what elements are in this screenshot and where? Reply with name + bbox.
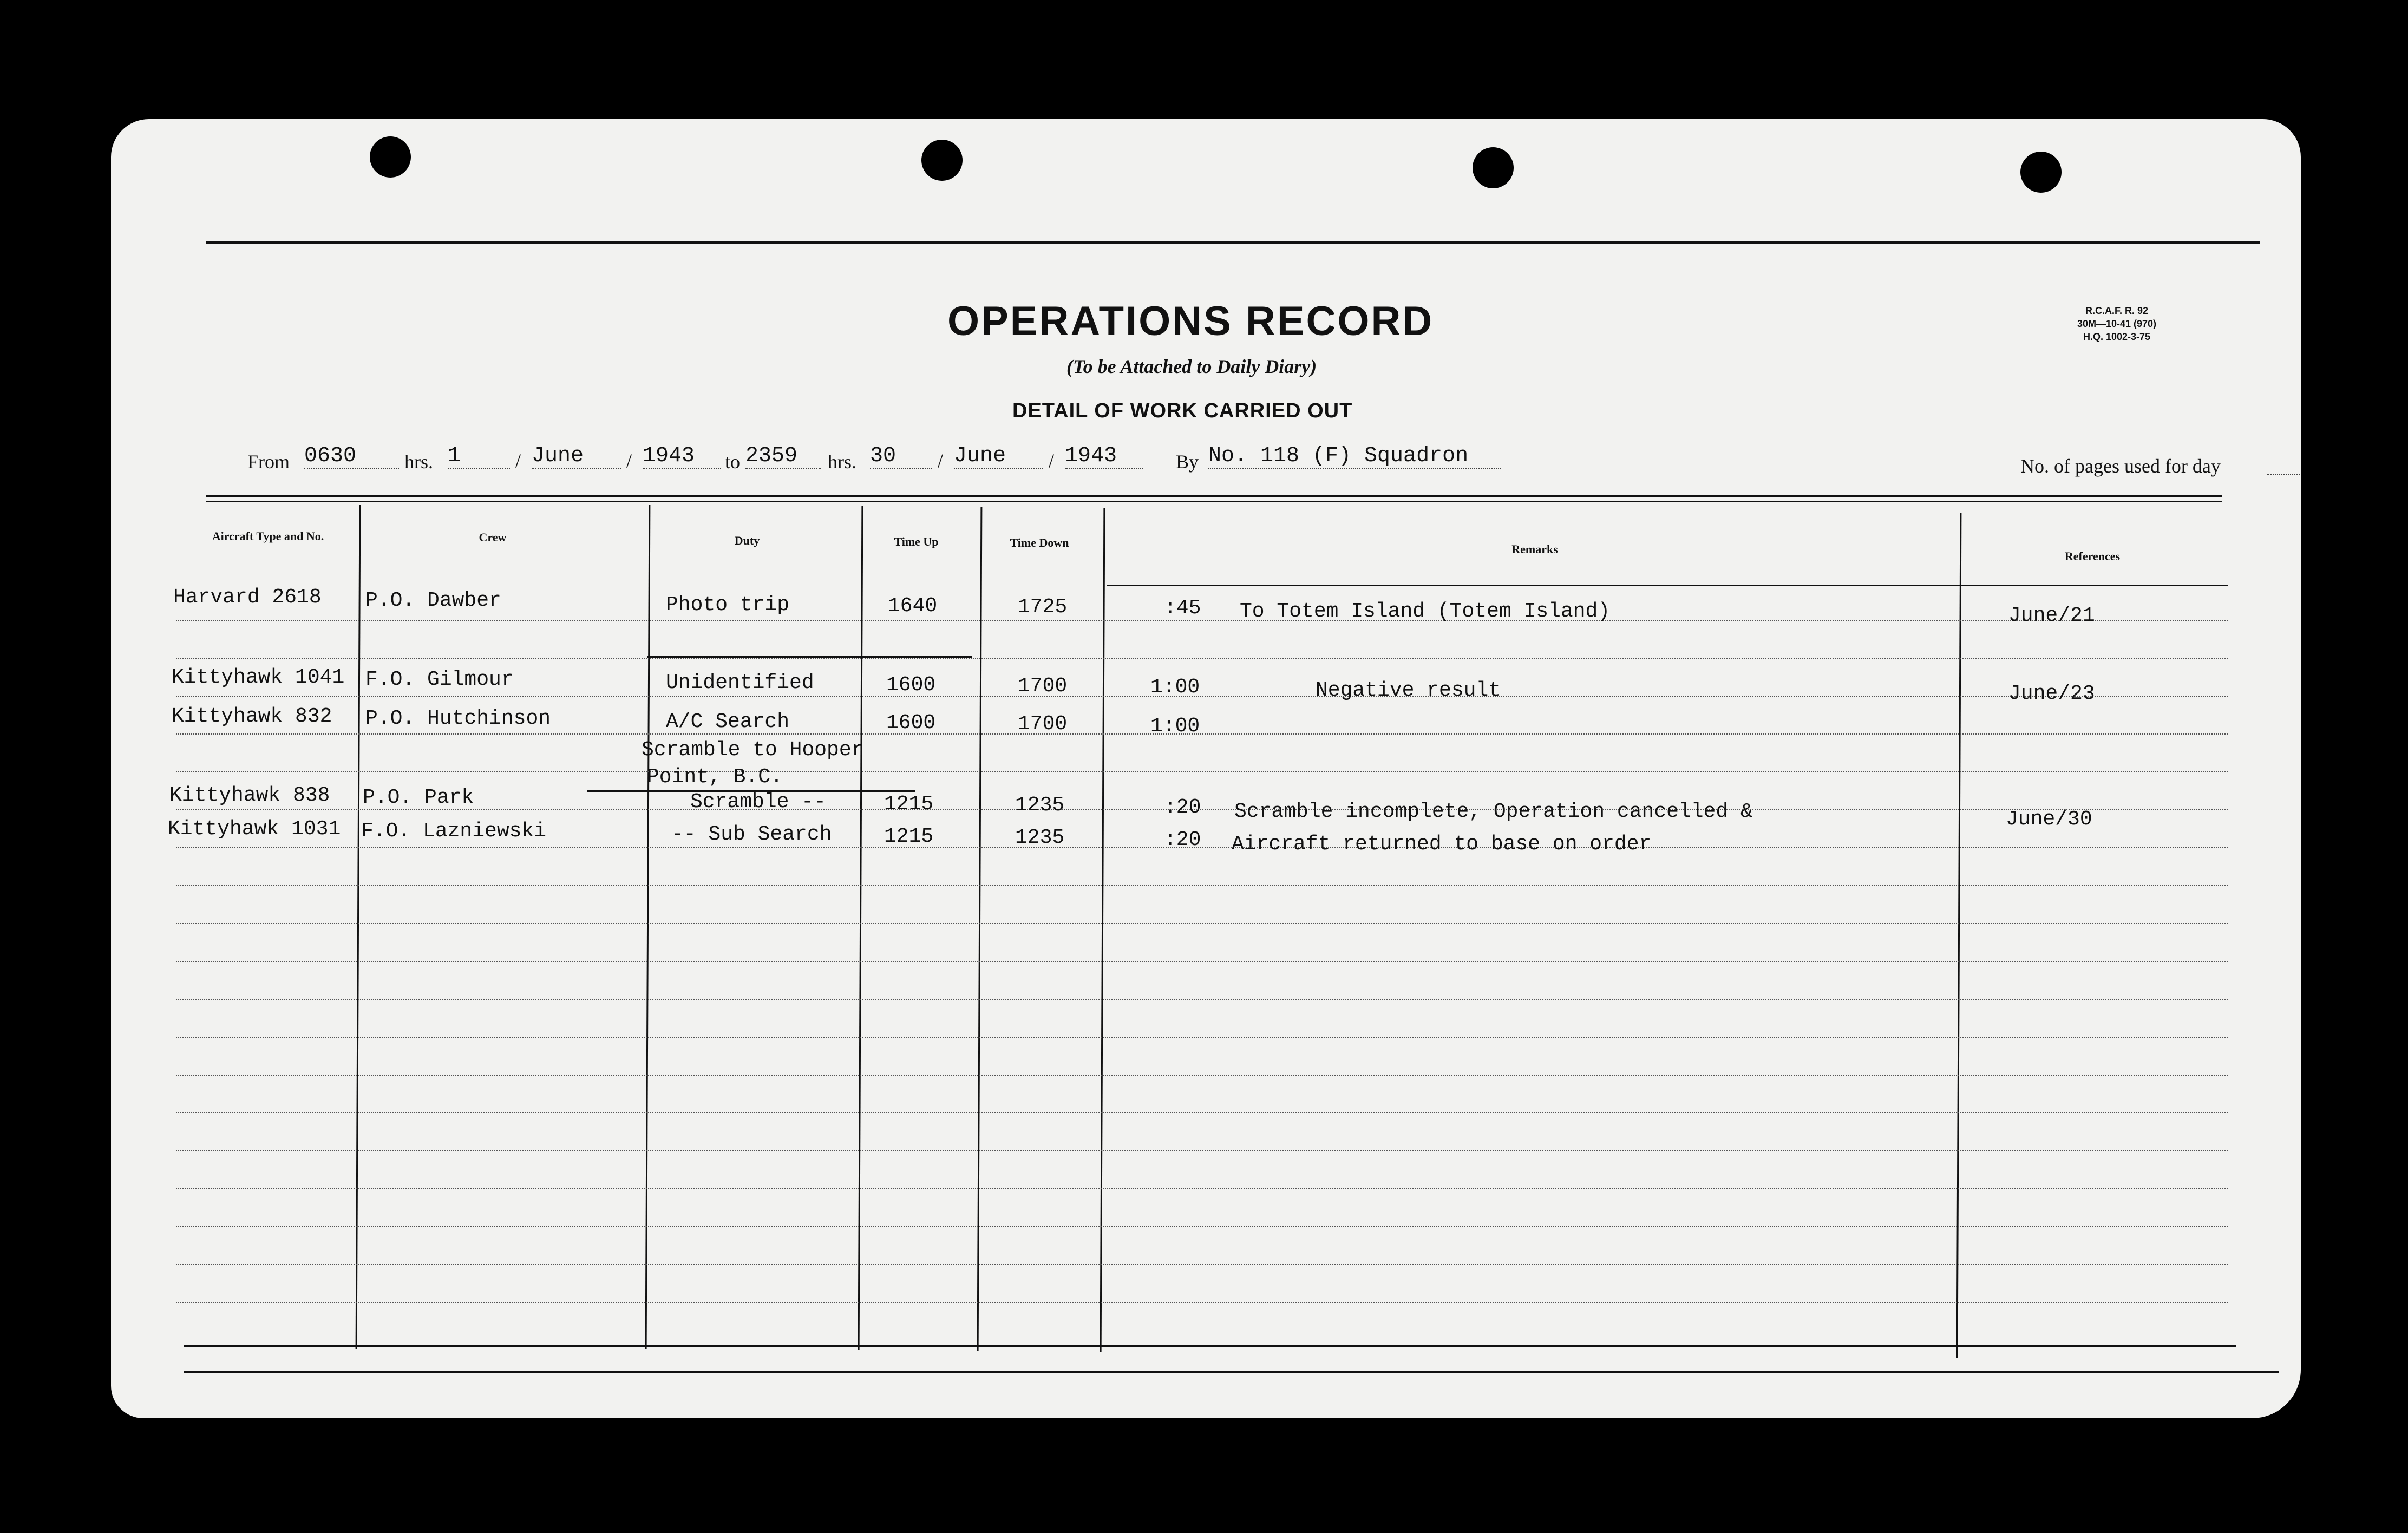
row1-duration: :45 [1164, 597, 1201, 620]
col-header-remarks: Remarks [1511, 542, 1558, 556]
row3-time-down: 1700 [1018, 712, 1068, 736]
row6-duration: :20 [1164, 796, 1201, 819]
table-top-rule [206, 495, 2222, 497]
row7-duty: -- Sub Search [671, 823, 832, 846]
ruled-line [176, 771, 2228, 772]
row6-reference: June/30 [2006, 808, 2092, 831]
row4-duty: Scramble to Hooper [642, 738, 864, 762]
col-divider [356, 505, 361, 1349]
ruled-line [176, 923, 2228, 924]
col-header-references: References [2064, 549, 2121, 563]
ruled-line [176, 999, 2228, 1000]
punch-hole [1473, 147, 1514, 188]
from-day: 1 [448, 444, 510, 469]
ruled-line [176, 1264, 2228, 1265]
row2-time-up: 1600 [886, 673, 936, 697]
col-header-duty: Duty [734, 534, 760, 547]
to-day: 30 [870, 444, 932, 469]
row7-remarks: Aircraft returned to base on order [1232, 833, 1652, 856]
row3-aircraft: Kittyhawk 832 [172, 705, 332, 728]
row6-aircraft: Kittyhawk 838 [169, 784, 330, 807]
row6-crew: P.O. Park [363, 786, 474, 809]
col-divider [858, 506, 863, 1350]
col-header-aircraft: Aircraft Type and No. [212, 529, 324, 543]
row2-duration: 1:00 [1150, 676, 1200, 699]
row3-duration: 1:00 [1150, 715, 1200, 738]
form-detail-heading: DETAIL OF WORK CARRIED OUT [1012, 399, 1353, 422]
punch-hole [370, 136, 411, 178]
row6-time-up: 1215 [884, 792, 934, 816]
row7-time-up: 1215 [884, 825, 934, 848]
row3-duty: A/C Search [666, 710, 790, 733]
top-rule [206, 241, 2260, 244]
ruled-line [176, 1302, 2228, 1303]
col-divider [977, 507, 983, 1351]
from-time: 0630 [304, 444, 399, 469]
squadron: No. 118 (F) Squadron [1208, 444, 1501, 469]
form-bottom-rule [184, 1371, 2279, 1373]
table-header-rule [1107, 585, 2228, 586]
col-header-crew: Crew [479, 530, 507, 544]
ruled-line [176, 696, 2228, 697]
row7-duration: :20 [1164, 828, 1201, 851]
row7-time-down: 1235 [1015, 826, 1065, 849]
row1-reference: June/21 [2008, 604, 2095, 627]
from-year: 1943 [643, 444, 721, 469]
ruled-line [176, 1075, 2228, 1076]
row6-remarks: Scramble incomplete, Operation cancelled & [1234, 800, 1753, 823]
table-top-rule-2 [206, 501, 2222, 502]
row2-crew: F.O. Gilmour [365, 668, 514, 691]
ruled-line [176, 658, 2228, 659]
punch-hole [2020, 152, 2062, 193]
ruled-line [176, 1150, 2228, 1151]
entry-underline [647, 656, 972, 658]
row1-crew: P.O. Dawber [365, 589, 501, 612]
row1-duty: Photo trip [666, 593, 790, 617]
ruled-line [176, 620, 2228, 621]
to-year: 1943 [1065, 444, 1143, 469]
ruled-line [176, 885, 2228, 886]
form-title: OPERATIONS RECORD [947, 298, 1434, 344]
table-bottom-rule [184, 1345, 2236, 1347]
form-subtitle: (To be Attached to Daily Diary) [1066, 356, 1317, 377]
ruled-line [176, 1037, 2228, 1038]
ruled-line [176, 847, 2228, 848]
ruled-line [176, 1226, 2228, 1227]
row6-duty: Scramble -- [690, 790, 826, 814]
col-divider [1100, 508, 1105, 1352]
ruled-line [176, 961, 2228, 962]
ruled-line [176, 809, 2228, 810]
ruled-line [176, 733, 2228, 735]
row5-duty: Point, B.C. [647, 765, 783, 789]
col-header-time-down: Time Down [1010, 536, 1069, 549]
row2-duty: Unidentified [666, 671, 814, 695]
to-time: 2359 [745, 444, 821, 469]
row6-time-down: 1235 [1015, 794, 1065, 817]
row7-aircraft: Kittyhawk 1031 [168, 817, 341, 841]
row2-remarks: Negative result [1316, 679, 1501, 702]
row3-crew: P.O. Hutchinson [365, 707, 551, 730]
operations-record-form [111, 119, 2301, 1418]
ruled-line [176, 1188, 2228, 1189]
period-line: From 0630 hrs. 1 / June / 1943 to 2359 hrs. 30 / June / 1943 By No. 118 (F) Squadron No. of pages used for day [247, 444, 2301, 476]
row1-time-down: 1725 [1018, 595, 1068, 619]
row7-crew: F.O. Lazniewski [361, 820, 547, 843]
row1-aircraft: Harvard 2618 [173, 586, 322, 609]
col-divider [1956, 513, 1962, 1358]
from-month: June [532, 444, 621, 469]
row2-aircraft: Kittyhawk 1041 [172, 666, 345, 689]
row3-time-up: 1600 [886, 711, 936, 735]
punch-hole [921, 140, 963, 181]
row2-reference: June/23 [2008, 682, 2095, 705]
col-divider [645, 505, 651, 1349]
pages-used-field [2267, 455, 2301, 475]
row1-time-up: 1640 [888, 594, 938, 618]
ruled-line [176, 1112, 2228, 1113]
to-month: June [954, 444, 1043, 469]
row1-remarks: To Totem Island (Totem Island) [1240, 600, 1611, 623]
col-header-time-up: Time Up [894, 535, 939, 548]
form-code: R.C.A.F. R. 92 30M—10-41 (970) H.Q. 1002-3-75 [2077, 305, 2157, 342]
row2-time-down: 1700 [1018, 674, 1068, 698]
